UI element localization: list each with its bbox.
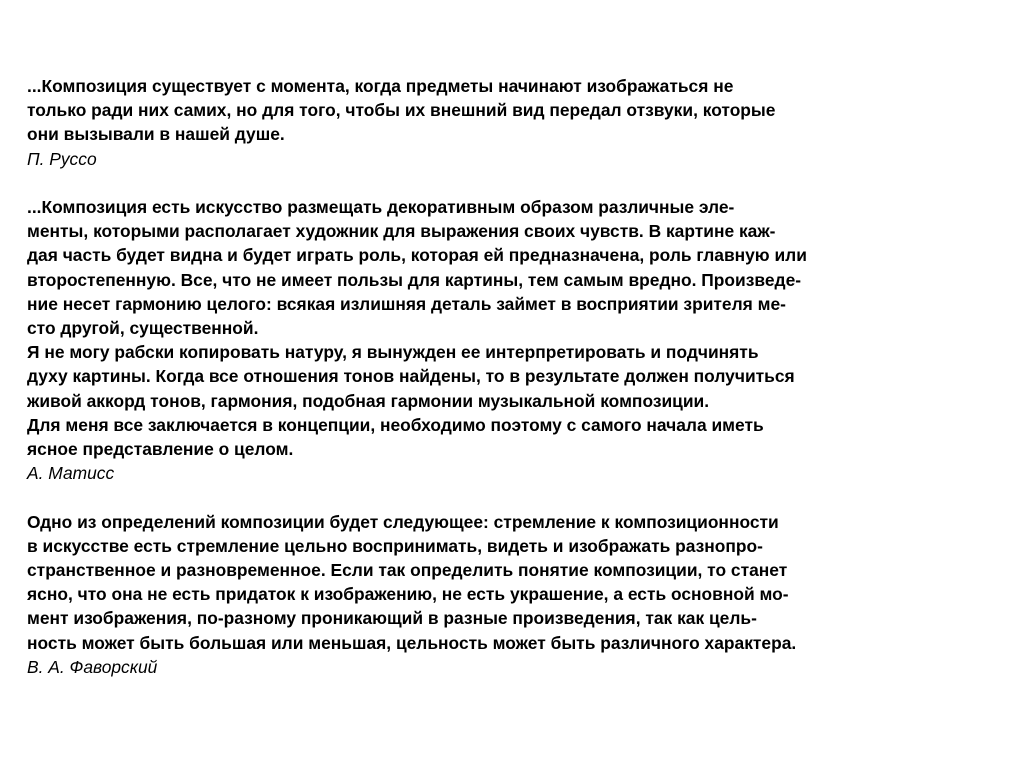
quote-line: мент изображения, по-разному проникающий в разные произведения, так как цель- bbox=[27, 608, 757, 629]
quote-line: только ради них самих, но для того, чтобы их внешний вид передал отзвуки, которые bbox=[27, 100, 776, 121]
quote-line: дая часть будет видна и будет играть роль, которая ей предназначена, роль главную или bbox=[27, 245, 807, 266]
quote-line: Для меня все заключается в концепции, необходимо поэтому с самого начала иметь bbox=[27, 414, 764, 435]
spacer bbox=[27, 171, 987, 195]
quote-matisse bbox=[27, 195, 987, 485]
quote-line: ность может быть большая или меньшая, цельность может быть различного характера. bbox=[27, 632, 797, 653]
document-page bbox=[27, 74, 987, 679]
quote-line: ...Композиция есть искусство размещать декоративным образом различные эле- bbox=[27, 197, 735, 217]
quote-line: духу картины. Когда все отношения тонов найдены, то в результате должен получиться bbox=[27, 366, 795, 387]
spacer bbox=[27, 485, 987, 509]
quote-line: менты, которыми располагает художник для выражения своих чувств. В картине каж- bbox=[27, 221, 776, 242]
quote-author: А. Матисс bbox=[27, 463, 115, 484]
quote-line: в искусстве есть стремление цельно воспринимать, видеть и изображать разнопро- bbox=[27, 535, 763, 556]
quote-line: Одно из определений композиции будет следующее: стремление к композиционности bbox=[27, 511, 779, 532]
quote-line: ясно, что она не есть придаток к изображению, не есть украшение, а есть основной мо- bbox=[27, 584, 789, 605]
quote-line: живой аккорд тонов, гармония, подобная гармонии музыкальной композиции. bbox=[27, 390, 710, 411]
quote-line: второстепенную. Все, что не имеет пользы для картины, тем самым вредно. Произведе- bbox=[27, 269, 802, 290]
quote-line: ние несет гармонию целого: всякая излишняя деталь займет в восприятии зрителя ме- bbox=[27, 293, 786, 314]
quote-author: П. Руссо bbox=[27, 148, 97, 169]
quote-line: странственное и разновременное. Если так определить понятие композиции, то станет bbox=[27, 560, 788, 581]
quote-line: Я не могу рабски копировать натуру, я вынужден ее интерпретировать и подчинять bbox=[27, 342, 759, 363]
quote-rousseau bbox=[27, 74, 987, 171]
quote-line: они вызывали в нашей душе. bbox=[27, 124, 285, 145]
quote-line: сто другой, существенной. bbox=[27, 318, 259, 339]
quote-favorsky bbox=[27, 510, 987, 679]
quote-author: В. А. Фаворский bbox=[27, 656, 158, 677]
quote-line: ясное представление о целом. bbox=[27, 439, 294, 460]
quote-line: ...Композиция существует с момента, когда предметы начинают изображаться не bbox=[27, 76, 734, 96]
